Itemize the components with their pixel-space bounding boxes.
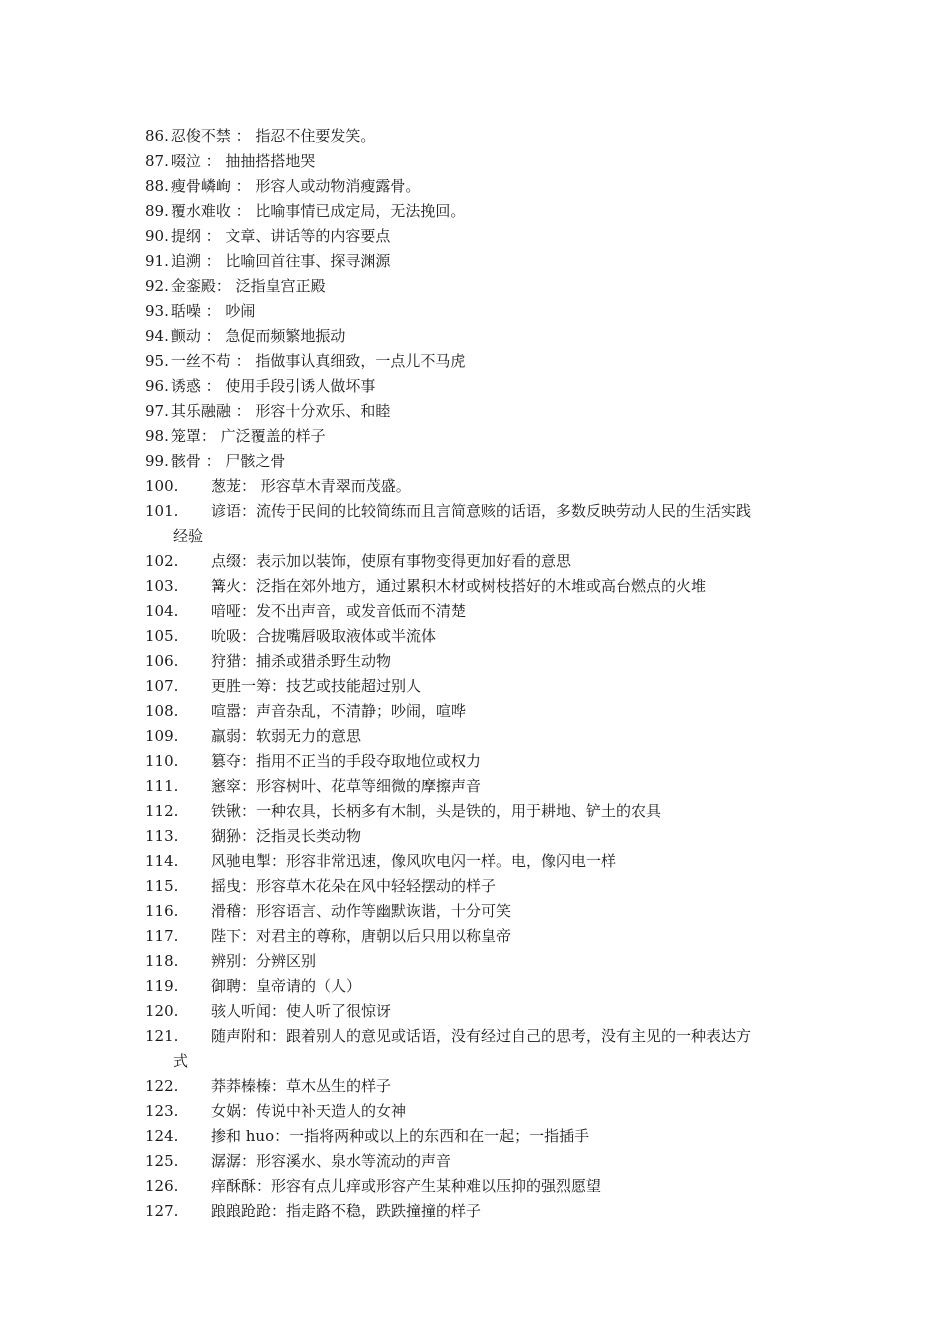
list-item <box>145 899 825 924</box>
item-definition: 笼罩： 广泛覆盖的样子 <box>170 427 326 445</box>
item-number: 91. <box>145 252 169 270</box>
item-definition: 其乐融融 ： 形容十分欢乐、和睦 <box>170 402 391 420</box>
list-item <box>145 549 825 574</box>
item-number: 100. <box>145 477 179 495</box>
list-item <box>145 249 825 274</box>
list-item <box>145 999 825 1024</box>
item-number: 95. <box>145 352 169 370</box>
item-number: 120. <box>145 1002 179 1020</box>
item-definition: 摇曳：形容草木花朵在风中轻轻摆动的样子 <box>211 877 497 895</box>
item-definition: 追溯 ： 比喻回首往事、探寻渊源 <box>170 252 391 270</box>
item-number: 112. <box>145 802 179 820</box>
item-number: 126. <box>145 1177 179 1195</box>
item-definition: 陛下：对君主的尊称，唐朝以后只用以称皇帝 <box>211 927 512 945</box>
list-item <box>145 1024 825 1074</box>
list-item <box>145 599 825 624</box>
item-definition: 辨别：分辨区别 <box>211 952 317 970</box>
item-definition: 掺和 huo：一指将两种或以上的东西和在一起；一指插手 <box>211 1127 590 1145</box>
item-number: 118. <box>145 952 179 970</box>
item-definition: 忍俊不禁 ： 指忍不住要发笑。 <box>170 127 376 145</box>
list-item <box>145 474 825 499</box>
list-item <box>145 924 825 949</box>
list-item <box>145 874 825 899</box>
item-definition-continuation: 经验 <box>173 527 204 545</box>
item-number: 117. <box>145 927 179 945</box>
list-item <box>145 1124 825 1149</box>
item-definition: 金銮殿： 泛指皇宫正殿 <box>170 277 326 295</box>
item-definition: 喑哑：发不出声音，或发音低而不清楚 <box>211 602 467 620</box>
item-definition: 莽莽榛榛：草木丛生的样子 <box>211 1077 392 1095</box>
list-item <box>145 374 825 399</box>
list-item <box>145 974 825 999</box>
item-definition: 诱惑 ： 使用手段引诱人做坏事 <box>170 377 376 395</box>
item-number: 104. <box>145 602 179 620</box>
list-item <box>145 299 825 324</box>
list-item <box>145 199 825 224</box>
item-number: 101. <box>145 502 179 520</box>
list-item <box>145 774 825 799</box>
item-number: 116. <box>145 902 179 920</box>
item-number: 87. <box>145 152 169 170</box>
item-number: 97. <box>145 402 169 420</box>
list-item <box>145 174 825 199</box>
item-definition: 一丝不苟 ： 指做事认真细致，一点儿不马虎 <box>170 352 466 370</box>
item-definition: 点缀：表示加以装饰，使原有事物变得更加好看的意思 <box>211 552 572 570</box>
item-definition: 窸窣：形容树叶、花草等细微的摩擦声音 <box>211 777 482 795</box>
item-definition: 踉踉跄跄：指走路不稳，跌跌撞撞的样子 <box>211 1202 482 1220</box>
item-definition-continuation: 式 <box>173 1052 189 1070</box>
item-definition: 随声附和：跟着别人的意见或话语，没有经过自己的思考，没有主见的一种表达方 <box>211 1027 752 1045</box>
item-definition: 聒噪 ： 吵闹 <box>170 302 256 320</box>
item-definition: 更胜一筹：技艺或技能超过别人 <box>211 677 422 695</box>
item-definition: 滑稽：形容语言、动作等幽默诙谐，十分可笑 <box>211 902 512 920</box>
vocabulary-list <box>145 124 825 1224</box>
list-item <box>145 1149 825 1174</box>
item-number: 94. <box>145 327 169 345</box>
item-number: 122. <box>145 1077 179 1095</box>
item-number: 102. <box>145 552 179 570</box>
list-item <box>145 749 825 774</box>
list-item <box>145 624 825 649</box>
item-number: 105. <box>145 627 179 645</box>
item-definition: 颤动 ： 急促而频繁地振动 <box>170 327 346 345</box>
item-definition: 狩猎：捕杀或猎杀野生动物 <box>211 652 392 670</box>
list-item <box>145 724 825 749</box>
item-number: 119. <box>145 977 179 995</box>
item-definition: 猢狲：泛指灵长类动物 <box>211 827 362 845</box>
item-definition: 提纲 ： 文章、讲话等的内容要点 <box>170 227 391 245</box>
list-item <box>145 1174 825 1199</box>
item-definition: 篝火：泛指在郊外地方，通过累积木材或树枝搭好的木堆或高台燃点的火堆 <box>211 577 707 595</box>
item-number: 90. <box>145 227 169 245</box>
item-number: 106. <box>145 652 179 670</box>
list-item <box>145 799 825 824</box>
list-item <box>145 824 825 849</box>
item-definition: 骸骨 ： 尸骸之骨 <box>170 452 286 470</box>
item-definition: 谚语：流传于民间的比较简练而且言简意赅的话语，多数反映劳动人民的生活实践 <box>211 502 752 520</box>
item-definition: 铁锹：一种农具，长柄多有木制，头是铁的，用于耕地、铲土的农具 <box>211 802 662 820</box>
item-definition: 骇人听闻：使人听了很惊讶 <box>211 1002 392 1020</box>
item-number: 92. <box>145 277 169 295</box>
item-definition: 篡夺：指用不正当的手段夺取地位或权力 <box>211 752 482 770</box>
item-definition: 瘦骨嶙峋 ： 形容人或动物消瘦露骨。 <box>170 177 421 195</box>
item-number: 108. <box>145 702 179 720</box>
list-item <box>145 399 825 424</box>
list-item <box>145 1099 825 1124</box>
item-definition: 痒酥酥：形容有点儿痒或形容产生某种难以压抑的强烈愿望 <box>211 1177 602 1195</box>
list-item <box>145 149 825 174</box>
list-item <box>145 949 825 974</box>
item-number: 123. <box>145 1102 179 1120</box>
list-item <box>145 1074 825 1099</box>
item-number: 121. <box>145 1027 179 1045</box>
item-number: 110. <box>145 752 179 770</box>
list-item <box>145 499 825 549</box>
item-number: 125. <box>145 1152 179 1170</box>
item-definition: 吮吸：合拢嘴唇吸取液体或半流体 <box>211 627 437 645</box>
item-definition: 女娲：传说中补天造人的女神 <box>211 1102 407 1120</box>
list-item <box>145 674 825 699</box>
item-definition: 覆水难收 ： 比喻事情已成定局，无法挽回。 <box>170 202 466 220</box>
list-item <box>145 274 825 299</box>
list-item <box>145 849 825 874</box>
item-number: 89. <box>145 202 169 220</box>
list-item <box>145 224 825 249</box>
list-item <box>145 1199 825 1224</box>
item-number: 114. <box>145 852 179 870</box>
item-number: 109. <box>145 727 179 745</box>
list-item <box>145 699 825 724</box>
list-item <box>145 574 825 599</box>
list-item <box>145 449 825 474</box>
item-number: 99. <box>145 452 169 470</box>
item-number: 107. <box>145 677 179 695</box>
list-item <box>145 324 825 349</box>
item-definition: 羸弱：软弱无力的意思 <box>211 727 362 745</box>
item-definition: 风驰电掣：形容非常迅速，像风吹电闪一样。电，像闪电一样 <box>211 852 617 870</box>
item-definition: 啜泣 ： 抽抽搭搭地哭 <box>170 152 316 170</box>
item-number: 88. <box>145 177 169 195</box>
list-item <box>145 649 825 674</box>
item-number: 96. <box>145 377 169 395</box>
item-number: 93. <box>145 302 169 320</box>
item-definition: 葱茏： 形容草木青翠而茂盛。 <box>211 477 411 495</box>
item-number: 113. <box>145 827 179 845</box>
item-definition: 御聘：皇帝请的（人） <box>211 977 362 995</box>
item-number: 111. <box>145 777 179 795</box>
item-definition: 喧嚣：声音杂乱，不清静；吵闹，喧哗 <box>211 702 467 720</box>
item-number: 124. <box>145 1127 179 1145</box>
list-item <box>145 424 825 449</box>
item-number: 103. <box>145 577 179 595</box>
list-item <box>145 124 825 149</box>
item-number: 86. <box>145 127 169 145</box>
item-number: 115. <box>145 877 179 895</box>
item-number: 127. <box>145 1202 179 1220</box>
item-definition: 潺潺：形容溪水、泉水等流动的声音 <box>211 1152 452 1170</box>
item-number: 98. <box>145 427 169 445</box>
list-item <box>145 349 825 374</box>
